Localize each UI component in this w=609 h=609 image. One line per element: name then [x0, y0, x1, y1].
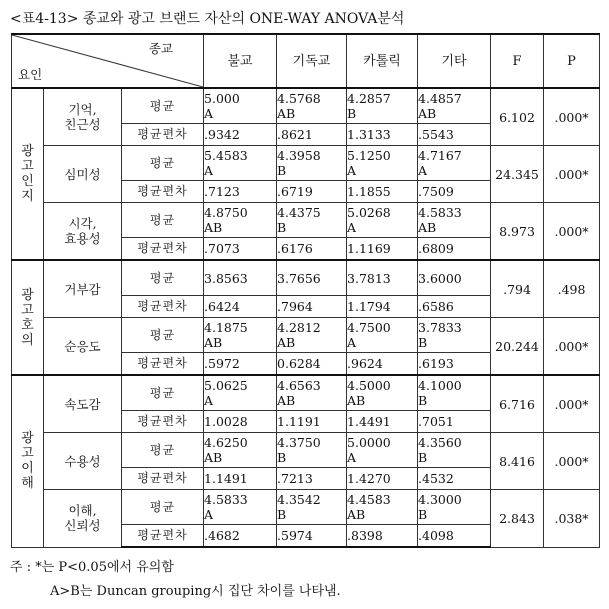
footnote-significance: 주 : *는 P<0.05에서 유의함	[10, 560, 174, 575]
group-label-char: 이	[21, 461, 34, 477]
duncan-group: B	[277, 507, 287, 522]
mean-value: 4.3000	[418, 492, 462, 507]
p-value: .000*	[544, 146, 600, 203]
factor-label-line: 효용성	[64, 231, 101, 246]
mean-value: 5.0000	[347, 435, 391, 450]
factor-label	[44, 203, 122, 261]
factor-label	[44, 318, 122, 376]
mean-value: 4.4583	[347, 492, 391, 507]
sd-value: .6586	[418, 296, 491, 318]
group-label	[12, 375, 44, 547]
mean-value: 4.3750	[277, 435, 321, 450]
mean-cell	[418, 203, 491, 238]
sd-value: .8398	[347, 525, 418, 548]
duncan-group: A	[204, 507, 214, 522]
factor-label	[44, 490, 122, 548]
stat-label-sd: 평균편차	[122, 124, 204, 146]
mean-value: 4.4857	[418, 91, 462, 106]
mean-value: 4.4375	[277, 205, 321, 220]
group-label-char: 해	[21, 476, 34, 492]
sd-value: .5972	[204, 353, 277, 376]
group-label-char: 광	[21, 144, 34, 159]
anova-table	[11, 33, 600, 548]
sd-value: .7051	[418, 411, 491, 433]
factor-label	[44, 88, 122, 146]
p-value: .000*	[544, 318, 600, 376]
factor-label-line: 친근성	[64, 117, 101, 132]
stat-label-sd: 평균편차	[122, 411, 204, 433]
mean-cell	[204, 433, 277, 468]
duncan-group: B	[277, 163, 287, 178]
duncan-group: AB	[277, 335, 296, 350]
mean-cell	[204, 260, 277, 296]
sd-value: .6176	[277, 238, 347, 261]
mean-value: 4.5833	[204, 492, 248, 507]
mean-cell	[204, 88, 277, 124]
sd-value: .5543	[418, 124, 491, 146]
sd-value: 1.4491	[347, 411, 418, 433]
mean-value: 4.7167	[418, 148, 462, 163]
f-value: .794	[491, 260, 544, 318]
mean-value: 4.2857	[347, 91, 391, 106]
factor-label-line: 순응도	[64, 338, 101, 354]
sd-value: .8621	[277, 124, 347, 146]
sd-value: 1.1491	[204, 468, 277, 490]
col-header-other: 기타	[418, 34, 491, 88]
sd-value: .7213	[277, 468, 347, 490]
duncan-group: A	[418, 163, 428, 178]
mean-row	[12, 375, 600, 411]
mean-cell	[277, 260, 347, 296]
mean-cell	[277, 88, 347, 124]
stat-label-mean: 평균	[122, 318, 204, 353]
f-value: 6.716	[491, 375, 544, 433]
p-value: .000*	[544, 88, 600, 146]
sd-value: 0.6284	[277, 353, 347, 376]
stat-label-sd: 평균편차	[122, 525, 204, 548]
mean-cell	[204, 203, 277, 238]
mean-row	[12, 433, 600, 468]
duncan-group: AB	[347, 507, 366, 522]
mean-cell	[204, 375, 277, 411]
group-label-char: 고	[21, 446, 34, 462]
factor-label-line: 심미성	[64, 166, 101, 182]
mean-value: 4.5833	[418, 205, 462, 220]
mean-cell	[418, 375, 491, 411]
sd-value: 1.3133	[347, 124, 418, 146]
sd-value: .7964	[277, 296, 347, 318]
group-label-char: 인	[21, 174, 34, 189]
duncan-group: AB	[277, 393, 296, 408]
group-label-char: 호	[21, 317, 34, 333]
duncan-group: AB	[418, 106, 437, 121]
p-value: .000*	[544, 433, 600, 490]
mean-value: 4.1000	[418, 378, 462, 393]
col-header-f: F	[491, 34, 544, 88]
f-value: 2.843	[491, 490, 544, 548]
factor-label	[44, 433, 122, 490]
sd-value: .6809	[418, 238, 491, 261]
mean-value: 3.7813	[347, 270, 391, 286]
mean-cell	[418, 260, 491, 296]
mean-value: 4.7500	[347, 320, 391, 335]
stat-label-mean: 평균	[122, 433, 204, 468]
mean-cell	[204, 318, 277, 353]
mean-row	[12, 490, 600, 525]
factor-label	[44, 146, 122, 203]
sd-value: 1.0028	[204, 411, 277, 433]
factor-label-line: 시각,	[68, 216, 97, 231]
mean-value: 5.1250	[347, 148, 391, 163]
stat-label-mean: 평균	[122, 203, 204, 238]
sd-value: .7123	[204, 181, 277, 203]
mean-value: 4.5768	[277, 91, 321, 106]
group-label-char: 의	[21, 332, 34, 348]
duncan-group: B	[277, 220, 287, 235]
sd-value: .4098	[418, 525, 491, 548]
group-label	[12, 88, 44, 260]
mean-cell	[277, 146, 347, 181]
factor-label-line: 거부감	[64, 281, 101, 297]
group-label-char: 광	[21, 431, 34, 447]
sd-value: 1.1169	[347, 238, 418, 261]
stat-label-mean: 평균	[122, 88, 204, 124]
sd-value: .4532	[418, 468, 491, 490]
stat-label-mean: 평균	[122, 146, 204, 181]
factor-label-line: 기억,	[68, 102, 97, 117]
stat-label-sd: 평균편차	[122, 181, 204, 203]
mean-cell	[347, 490, 418, 525]
sd-value: .7509	[418, 181, 491, 203]
factor-label-line: 수용성	[64, 453, 101, 469]
mean-value: 3.7656	[277, 270, 321, 286]
mean-value: 3.6000	[418, 270, 462, 286]
stat-label-mean: 평균	[122, 490, 204, 525]
mean-cell	[418, 146, 491, 181]
duncan-group: AB	[204, 335, 223, 350]
duncan-group: B	[418, 507, 428, 522]
duncan-group: A	[347, 335, 357, 350]
mean-cell	[347, 146, 418, 181]
corner-religion-label: 종교	[148, 41, 174, 56]
sd-value: .9624	[347, 353, 418, 376]
corner-cell	[12, 34, 204, 88]
factor-label	[44, 260, 122, 318]
sd-value: 1.1855	[347, 181, 418, 203]
mean-value: 5.4583	[204, 148, 248, 163]
stat-label-sd: 평균편차	[122, 468, 204, 490]
mean-cell	[418, 490, 491, 525]
duncan-group: AB	[347, 393, 366, 408]
mean-value: 4.2812	[277, 320, 321, 335]
f-value: 24.345	[491, 146, 544, 203]
mean-value: 4.3958	[277, 148, 321, 163]
col-header-buddhism: 불교	[204, 34, 277, 88]
duncan-group: B	[418, 450, 428, 465]
f-value: 20.244	[491, 318, 544, 376]
group-label-char: 광	[21, 287, 34, 303]
duncan-group: AB	[204, 220, 223, 235]
mean-cell	[418, 318, 491, 353]
sd-value: 1.1191	[277, 411, 347, 433]
mean-cell	[418, 88, 491, 124]
mean-cell	[204, 490, 277, 525]
p-value: .000*	[544, 203, 600, 261]
f-value: 8.416	[491, 433, 544, 490]
table-caption: <표4-13> 종교와 광고 브랜드 자산의 ONE-WAY ANOVA분석	[10, 11, 405, 27]
mean-cell	[347, 203, 418, 238]
mean-value: 4.3542	[277, 492, 321, 507]
f-value: 6.102	[491, 88, 544, 146]
mean-cell	[277, 375, 347, 411]
p-value: .000*	[544, 375, 600, 433]
factor-label-line: 신뢰성	[64, 518, 101, 534]
mean-value: 4.6250	[204, 435, 248, 450]
factor-label-line: 이해,	[68, 503, 97, 519]
mean-cell	[347, 433, 418, 468]
col-header-protestant: 기독교	[277, 34, 347, 88]
mean-cell	[277, 318, 347, 353]
mean-cell	[204, 146, 277, 181]
duncan-group: A	[347, 220, 357, 235]
mean-value: 5.000	[204, 91, 240, 106]
duncan-group: A	[204, 106, 214, 121]
sd-value: .7073	[204, 238, 277, 261]
mean-row	[12, 203, 600, 238]
duncan-group: A	[347, 163, 357, 178]
sd-value: 1.4270	[347, 468, 418, 490]
duncan-group: A	[204, 163, 214, 178]
stat-label-sd: 평균편차	[122, 353, 204, 376]
sd-value: .4682	[204, 525, 277, 548]
duncan-group: AB	[277, 106, 296, 121]
mean-value: 4.6563	[277, 378, 321, 393]
duncan-group: B	[347, 106, 357, 121]
sd-value: .5974	[277, 525, 347, 548]
mean-cell	[418, 433, 491, 468]
stat-label-mean: 평균	[122, 260, 204, 296]
mean-cell	[277, 490, 347, 525]
p-value: .498	[544, 260, 600, 318]
mean-row	[12, 260, 600, 296]
col-header-catholic: 카톨릭	[347, 34, 418, 88]
duncan-group: AB	[204, 450, 223, 465]
group-label	[12, 260, 44, 375]
mean-cell	[347, 375, 418, 411]
mean-value: 4.8750	[204, 205, 248, 220]
f-value: 8.973	[491, 203, 544, 261]
mean-cell	[347, 318, 418, 353]
mean-cell	[277, 203, 347, 238]
duncan-group: AB	[418, 220, 437, 235]
duncan-group: B	[277, 450, 287, 465]
group-label-char: 고	[21, 302, 34, 318]
group-label-char: 고	[21, 159, 34, 174]
sd-value: .6193	[418, 353, 491, 376]
factor-label	[44, 375, 122, 433]
header-row	[12, 34, 600, 88]
duncan-group: B	[418, 335, 428, 350]
mean-cell	[347, 88, 418, 124]
corner-factor-label: 요인	[18, 67, 43, 82]
mean-row	[12, 318, 600, 353]
p-value: .038*	[544, 490, 600, 548]
col-header-p: P	[544, 34, 600, 88]
sd-value: .6719	[277, 181, 347, 203]
sd-value: 1.1794	[347, 296, 418, 318]
mean-value: 4.3560	[418, 435, 462, 450]
mean-value: 3.8563	[204, 270, 248, 286]
mean-cell	[347, 260, 418, 296]
sd-value: .9342	[204, 124, 277, 146]
duncan-group: A	[204, 393, 214, 408]
stat-label-sd: 평균편차	[122, 238, 204, 261]
mean-row	[12, 146, 600, 181]
duncan-group: A	[347, 450, 357, 465]
mean-cell	[277, 433, 347, 468]
mean-row	[12, 88, 600, 124]
group-label-char: 지	[21, 189, 34, 204]
mean-value: 4.5000	[347, 378, 391, 393]
sd-value: .6424	[204, 296, 277, 318]
stat-label-sd: 평균편차	[122, 296, 204, 318]
factor-label-line: 속도감	[64, 396, 101, 412]
duncan-group: B	[418, 393, 428, 408]
footnote-duncan: A>B는 Duncan grouping시 집단 차이를 나타냄.	[50, 584, 341, 599]
mean-value: 3.7833	[418, 320, 462, 335]
mean-value: 4.1875	[204, 320, 248, 335]
mean-value: 5.0268	[347, 205, 391, 220]
stat-label-mean: 평균	[122, 375, 204, 411]
mean-value: 5.0625	[204, 378, 248, 393]
